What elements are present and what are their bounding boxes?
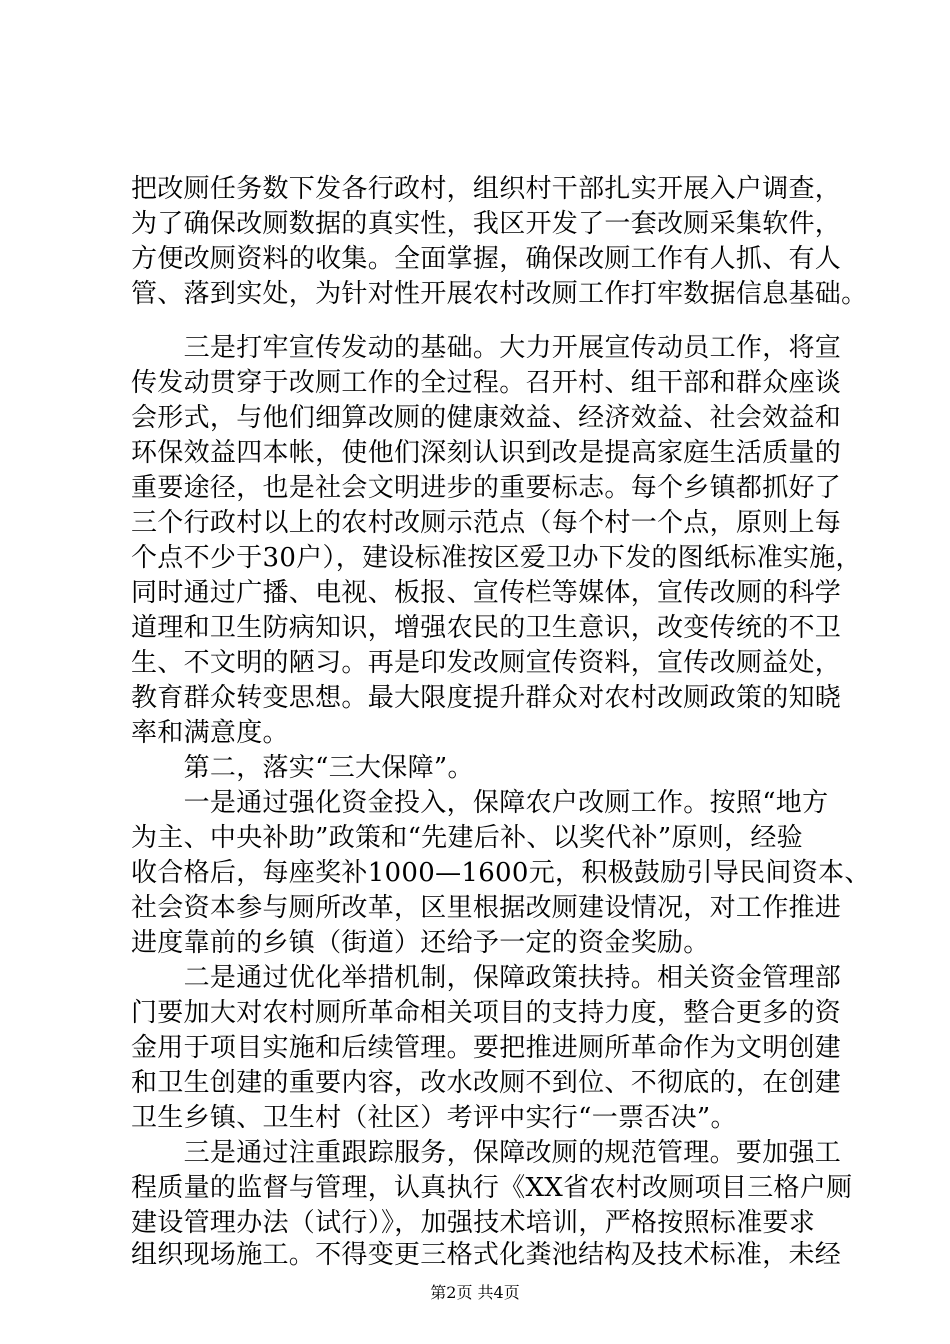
- text-line: 同时通过广播、电视、板报、宣传栏等媒体，宣传改厕的科学: [131, 578, 842, 608]
- text-line: 社会资本参与厕所改革，区里根据改厕建设情况，对工作推进: [131, 893, 842, 923]
- text-line: 为主、中央补助”政策和“先建后补、以奖代补”原则，经验: [131, 823, 803, 853]
- text-line: 卫生乡镇、卫生村（社区）考评中实行“一票否决”。: [131, 1103, 737, 1133]
- text-line: 会形式，与他们细算改厕的健康效益、经济效益、社会效益和: [131, 403, 842, 433]
- text-line: 道理和卫生防病知识，增强农民的卫生意识，改变传统的不卫: [131, 613, 842, 643]
- text-line: 个点不少于30户），建设标准按区爱卫办下发的图纸标准实施，: [131, 543, 862, 573]
- text-line: 三是通过注重跟踪服务，保障改厕的规范管理。要加强工: [131, 1138, 842, 1168]
- text-line: 教育群众转变思想。最大限度提升群众对农村改厕政策的知晓: [131, 683, 842, 713]
- text-line: 重要途径，也是社会文明进步的重要标志。每个乡镇都抓好了: [131, 473, 842, 503]
- text-line: 组织现场施工。不得变更三格式化粪池结构及技术标准，未经: [131, 1240, 842, 1270]
- text-line: 三个行政村以上的农村改厕示范点（每个村一个点，原则上每: [131, 508, 842, 538]
- text-line: 金用于项目实施和后续管理。要把推进厕所革命作为文明创建: [131, 1033, 842, 1063]
- text-line: 门要加大对农村厕所革命相关项目的支持力度，整合更多的资: [131, 998, 842, 1028]
- text-line: 传发动贯穿于改厕工作的全过程。召开村、组干部和群众座谈: [131, 368, 842, 398]
- text-line: 程质量的监督与管理，认真执行《XX省农村改厕项目三格户厕: [131, 1173, 853, 1203]
- text-line: 管、落到实处，为针对性开展农村改厕工作打牢数据信息基础。: [131, 279, 868, 309]
- text-line: 把改厕任务数下发各行政村，组织村干部扎实开展入户调查，: [131, 174, 842, 204]
- text-line: 率和满意度。: [131, 718, 289, 748]
- text-line: 环保效益四本帐，使他们深刻认识到改是提高家庭生活质量的: [131, 438, 842, 468]
- text-line: 生、不文明的陋习。再是印发改厕宣传资料，宣传改厕益处，: [131, 648, 842, 678]
- text-line: 进度靠前的乡镇（街道）还给予一定的资金奖励。: [131, 928, 710, 958]
- text-line: 为了确保改厕数据的真实性，我区开发了一套改厕采集软件，: [131, 209, 842, 239]
- text-line: 二是通过优化举措机制，保障政策扶持。相关资金管理部: [131, 963, 842, 993]
- text-line: 一是通过强化资金投入，保障农户改厕工作。按照“地方: [131, 788, 829, 818]
- page-number: 第2页 共4页: [430, 1283, 520, 1302]
- text-line: 方便改厕资料的收集。全面掌握，确保改厕工作有人抓、有人: [131, 244, 842, 274]
- text-line: 建设管理办法（试行）》，加强技术培训，严格按照标准要求: [131, 1208, 816, 1238]
- text-line: 收合格后，每座奖补1000—1600元，积极鼓励引导民间资本、: [131, 858, 871, 888]
- text-line: 和卫生创建的重要内容，改水改厕不到位、不彻底的，在创建: [131, 1068, 842, 1098]
- section-heading: 第二，落实“三大保障”。: [131, 753, 474, 783]
- text-line: 三是打牢宣传发动的基础。大力开展宣传动员工作，将宣: [131, 333, 842, 363]
